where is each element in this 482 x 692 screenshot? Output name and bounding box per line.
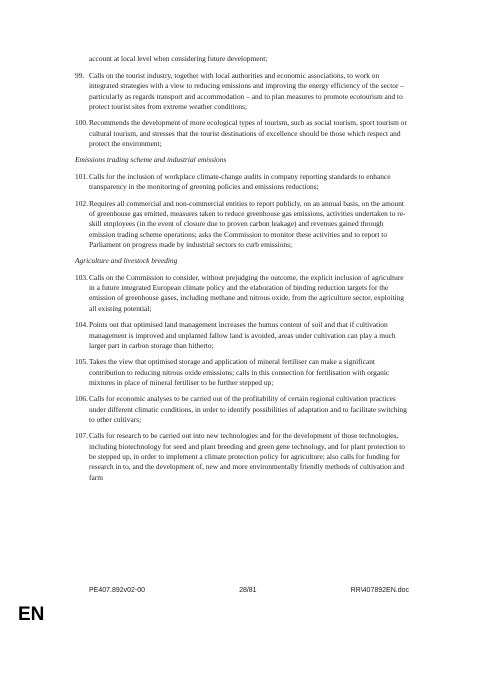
section-heading-emissions: Emissions trading scheme and industrial emissions: [75, 155, 227, 165]
paragraph-text: Calls for the inclusion of workplace climate-change audits in company reporting standards to enhance transparency in the monitoring of greening policies and emissions reductions;: [89, 171, 391, 192]
paragraph-text: Calls for economic analyses to be carried out of the profitability of certain regional cultivation practices under different climatic conditions, in order to identify possibilities of adaptation and to facilitate switching to other cultivars;: [89, 394, 407, 424]
continuation-text: [75, 54, 424, 64]
paragraph-text: Calls on the tourist industry, together with local authorities and economic associations, to work on integrated strategies with a view to reducing emissions and improving the energy efficiency of the sector – particularly as regards transport and accommodation – and to plan measures to promote ecotourism and to protect tourist sites from extreme weather conditions;: [89, 71, 404, 111]
paragraph-number: 106.: [75, 394, 88, 404]
footer-document-reference: PE407.892v02-00: [89, 587, 146, 594]
paragraph-text: Requires all commercial and non-commercial entities to report publicly, on an annual basis, on the amount of greenhouse gas emitted, measures taken to reduce greenhouse gas emissions, activities undertaken to re-skill employees (in the event of closure due to proven carbon leakage) and revenues gained through emission trading scheme operations; asks the Commission to monitor these activities and to report to Parliament on progress made by industrial sectors to curb emissions;: [89, 198, 406, 249]
paragraph-100: [75, 118, 410, 149]
paragraph-number: 100.: [75, 118, 88, 128]
paragraph-99: [75, 71, 410, 112]
paragraph-text: Calls for research to be carried out into new technologies and for the development of those technologies, including biotechnology for seed and plant breeding and green gene technology, and for plant protection to be stepped up, in order to implement a climate protection policy for agriculture; also calls for funding for research in to, and the development of, new and more environmentally friendly methods of cultivation and farm: [89, 431, 405, 482]
paragraph-text: Recommends the development of more ecological types of tourism, such as social tourism, sport tourism or cultural tourism, and stresses that the tourist destinations of excellence should be those which respect and protect the environment;: [89, 118, 407, 148]
paragraph-number: 102.: [75, 198, 88, 208]
page-footer: [89, 587, 409, 594]
paragraph-number: 103.: [75, 272, 88, 282]
paragraph-103: [75, 273, 410, 314]
paragraph-107: [75, 431, 410, 482]
paragraph-text: Calls on the Commission to consider, without prejudging the outcome, the explicit inclusion of agriculture in a future integrated European climate policy and the elaboration of binding reduction targets for the emission of greenhouse gases, including methane and nitrous oxide, from the agriculture sector, exploiting all existing potential;: [89, 272, 404, 313]
footer-page-number: 28/81: [239, 587, 257, 594]
language-badge: EN: [18, 604, 45, 625]
paragraph-105: [75, 357, 410, 388]
paragraph-104: [75, 320, 410, 351]
paragraph-102: [75, 199, 410, 250]
paragraph-text: Points out that optimised land management increases the humus content of soil and that if cultivation management is improved and unplanted fallow land is avoided, areas under cultivation can play a much larger part in carbon storage than hitherto;: [89, 320, 396, 350]
footer-file-name: RR\407892EN.doc: [350, 587, 409, 594]
paragraph-number: 107.: [75, 431, 88, 441]
intro-text: account at local level when considering future development;: [89, 54, 268, 63]
paragraph-101: [75, 172, 410, 193]
document-body: [75, 71, 410, 489]
section-heading-agriculture: Agriculture and livestock breeding: [75, 256, 178, 266]
paragraph-number: 101.: [75, 171, 88, 181]
paragraph-text: Takes the view that optimised storage and application of mineral fertiliser can make a significant contribution to reducing nitrous oxide emissions; calls in this connection for fertilisation with organic mixtures in place of mineral fertiliser to be further stepped up;: [89, 357, 390, 387]
paragraph-number: 99.: [75, 71, 85, 80]
paragraph-number: 105.: [75, 357, 88, 367]
paragraph-number: 104.: [75, 320, 88, 330]
paragraph-106: [75, 394, 410, 425]
